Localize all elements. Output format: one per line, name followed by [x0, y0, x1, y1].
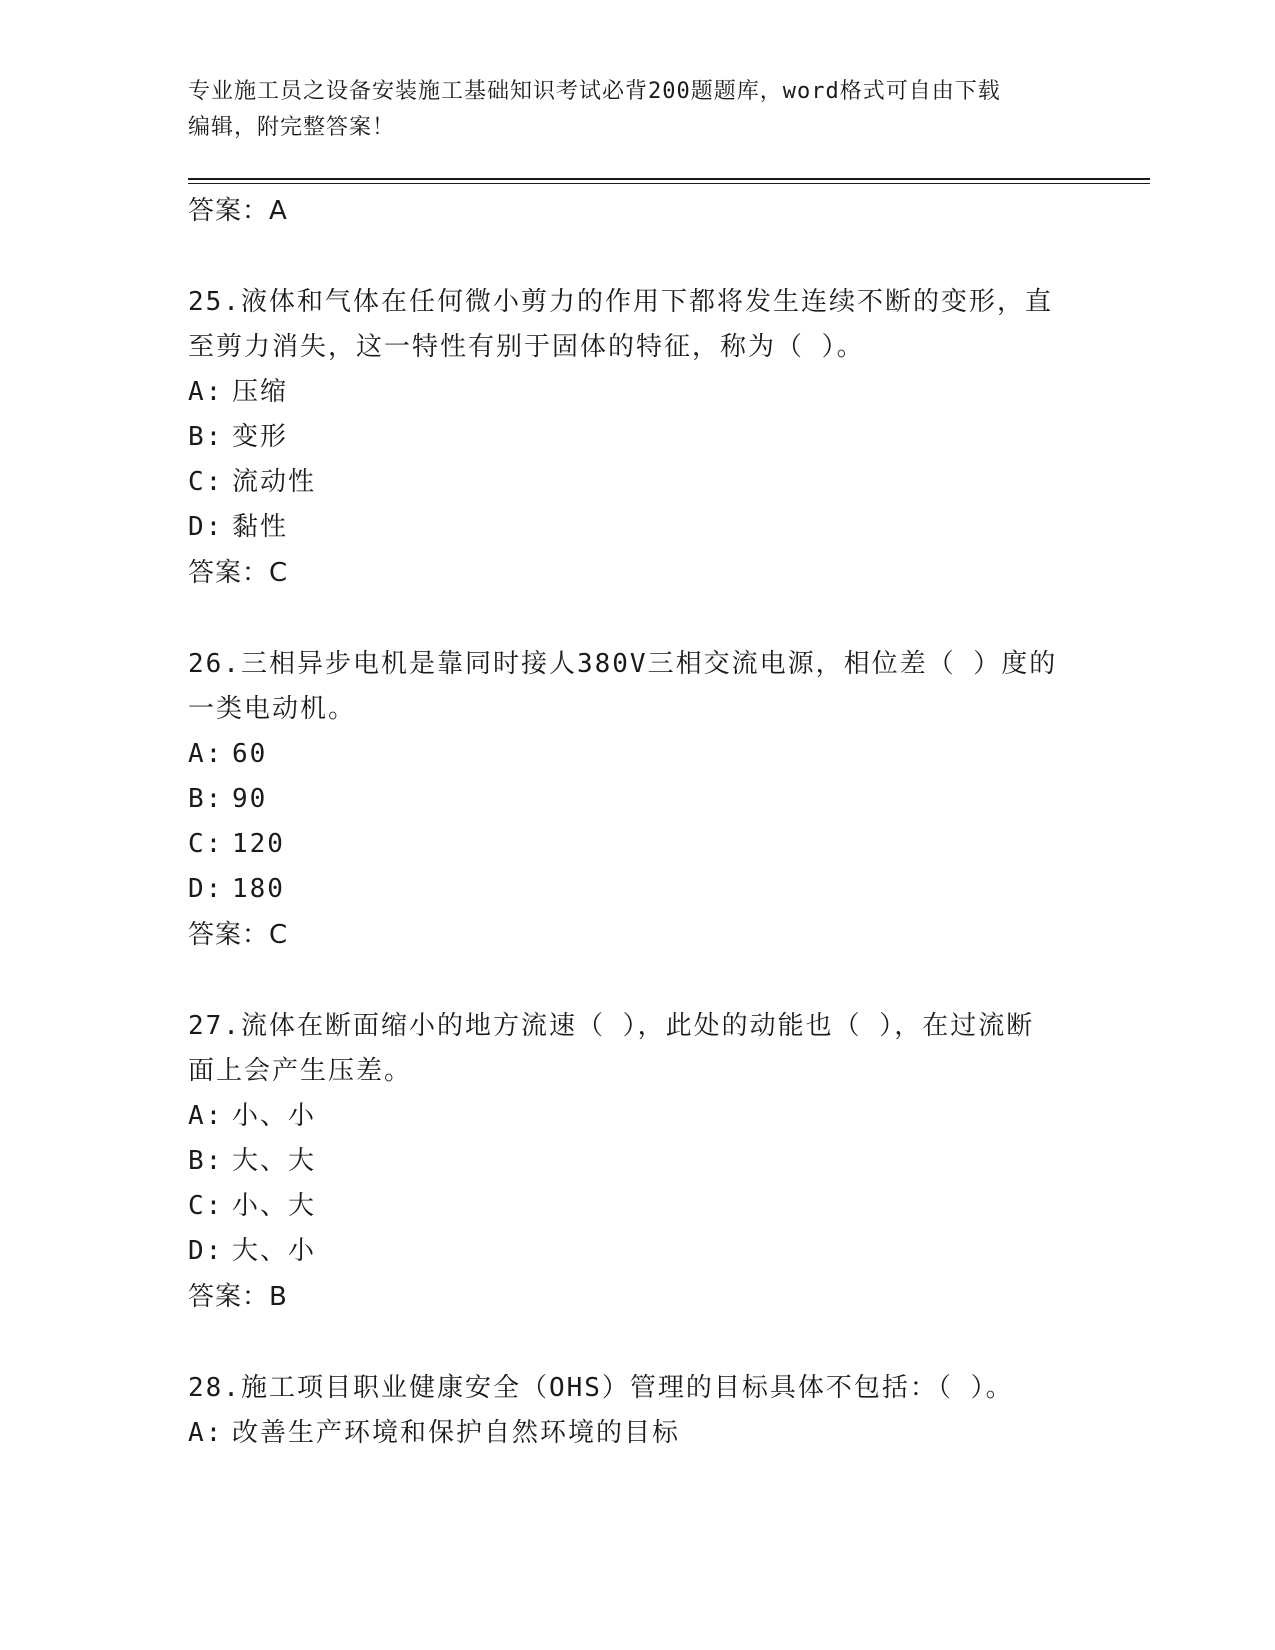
question-stem-line: 至剪力消失，这一特性有别于固体的特征，称为（ ）。 [188, 332, 865, 362]
question-25 [188, 280, 1088, 596]
option-b [188, 1139, 1088, 1184]
question-stem [188, 1004, 1088, 1094]
document-header [188, 74, 1088, 146]
header-line-2: 编辑，附完整答案！ [188, 115, 396, 140]
question-27 [188, 1004, 1088, 1320]
option-b [188, 777, 1088, 822]
option-letter: A: [188, 1418, 224, 1448]
option-a [188, 1411, 1088, 1456]
option-c [188, 460, 1088, 505]
question-stem-line: 28.施工项目职业健康安全（OHS）管理的目标具体不包括：（ ）。 [188, 1373, 1014, 1403]
question-stem [188, 642, 1088, 732]
option-letter: C: [188, 467, 224, 497]
question-28 [188, 1366, 1088, 1456]
question-stem [188, 1366, 1088, 1411]
option-a [188, 732, 1088, 777]
option-letter: B: [188, 422, 224, 452]
previous-answer: 答案：A [188, 196, 288, 226]
option-text: 黏性 [232, 512, 289, 542]
header-line-1: 专业施工员之设备安装施工基础知识考试必背200题题库，word格式可自由下载 [188, 79, 1001, 104]
question-list [188, 188, 1088, 1456]
option-letter: D: [188, 1236, 224, 1266]
option-letter: B: [188, 1146, 224, 1176]
question-stem-line: 面上会产生压差。 [188, 1056, 413, 1086]
option-text: 60 [232, 739, 268, 769]
header-divider-thick [188, 178, 1150, 180]
question-stem-line: 25.液体和气体在任何微小剪力的作用下都将发生连续不断的变形，直 [188, 287, 1053, 317]
option-text: 流动性 [232, 467, 317, 497]
option-d [188, 867, 1088, 912]
option-d [188, 1229, 1088, 1274]
option-letter: A: [188, 739, 224, 769]
answer: 答案：B [188, 1282, 288, 1312]
question-stem-line: 26.三相异步电机是靠同时接人380V三相交流电源，相位差（ ）度的 [188, 649, 1058, 679]
answer: 答案：C [188, 920, 289, 950]
question-26 [188, 642, 1088, 958]
answer: 答案：C [188, 558, 289, 588]
header-divider-thin [188, 183, 1150, 184]
option-text: 大、大 [232, 1146, 317, 1176]
option-text: 大、小 [232, 1236, 317, 1266]
option-text: 120 [232, 829, 285, 859]
option-letter: C: [188, 829, 224, 859]
option-text: 压缩 [232, 377, 289, 407]
option-c [188, 1184, 1088, 1229]
option-text: 180 [232, 874, 285, 904]
option-a [188, 370, 1088, 415]
question-stem [188, 280, 1088, 370]
option-d [188, 505, 1088, 550]
question-stem-line: 27.流体在断面缩小的地方流速（ ），此处的动能也（ ），在过流断 [188, 1011, 1035, 1041]
option-a [188, 1094, 1088, 1139]
option-letter: A: [188, 1101, 224, 1131]
option-letter: D: [188, 512, 224, 542]
option-letter: C: [188, 1191, 224, 1221]
option-letter: B: [188, 784, 224, 814]
option-letter: D: [188, 874, 224, 904]
option-letter: A: [188, 377, 224, 407]
option-b [188, 415, 1088, 460]
option-text: 小、小 [232, 1101, 317, 1131]
option-text: 小、大 [232, 1191, 317, 1221]
option-text: 改善生产环境和保护自然环境的目标 [232, 1418, 681, 1448]
option-text: 90 [232, 784, 268, 814]
option-c [188, 822, 1088, 867]
option-text: 变形 [232, 422, 289, 452]
question-stem-line: 一类电动机。 [188, 694, 357, 724]
